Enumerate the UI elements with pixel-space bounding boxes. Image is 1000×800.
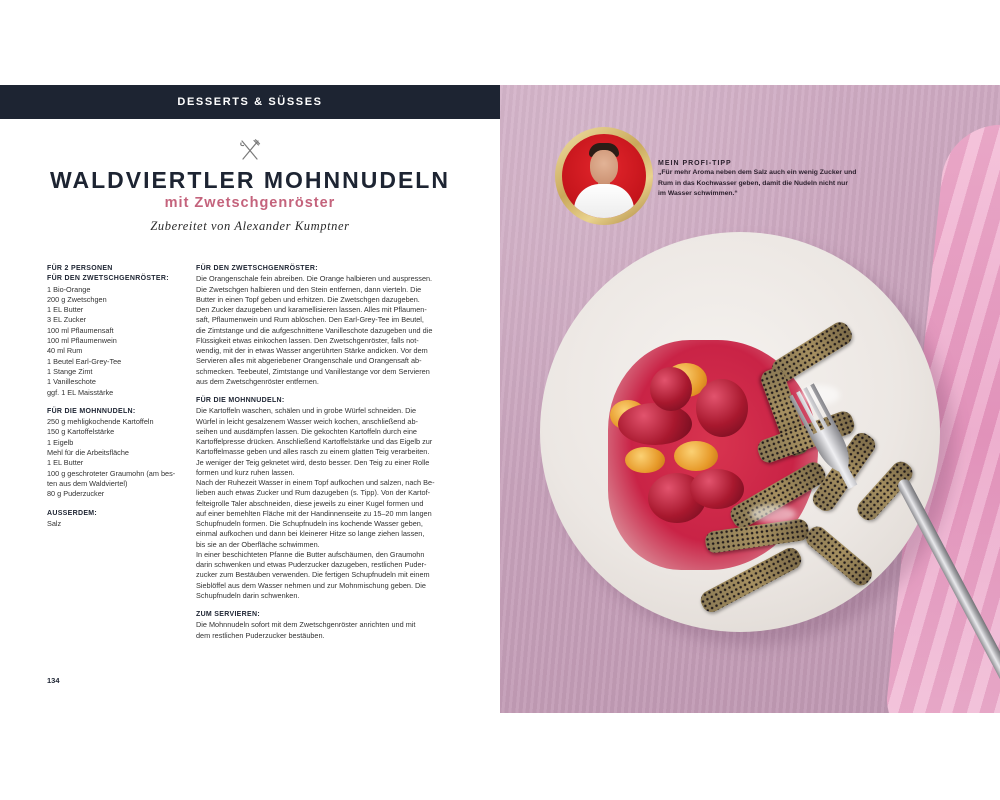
- fruit-piece: [625, 447, 665, 473]
- method-text-line: Die Orangenschale fein abreiben. Die Orange halbieren und auspressen.: [196, 274, 433, 284]
- method-text-line: einmal aufkochen und dann bei kleinerer Hitze so lange ziehen lassen,: [196, 529, 425, 539]
- method-text-line: Nach der Ruhezeit Wasser in einem Topf aufkochen und salzen, nach Be-: [196, 478, 435, 487]
- recipe-subtitle: mit Zwetschgenröster: [164, 195, 336, 211]
- method-text-line: wendig, mit der in etwas Wasser angerührten Stärke andicken. Vor dem: [196, 346, 428, 355]
- ingredient-item: 1 Vanilleschote: [47, 377, 96, 387]
- method-text-line: Servieren alles mit abgeriebener Orangenschale und Orangensaft ab-: [196, 356, 422, 366]
- ingredient-item: 80 g Puderzucker: [47, 489, 105, 499]
- method-section: [196, 610, 454, 641]
- ingredient-group: [47, 407, 187, 500]
- fruit-piece: [690, 469, 744, 509]
- method-text-line: schmecken. Teebeutel, Zimtstange und Vanillestange vor dem Servieren: [196, 366, 430, 376]
- ingredient-item: 100 g geschroteter Graumohn (am bes-: [47, 468, 176, 478]
- pro-tip-line: im Wasser schwimmen.“: [658, 190, 738, 198]
- method-text-line: Die Zwetschgen halbieren und den Stein entfernen, dann vierteln. Die: [196, 284, 422, 294]
- method-text-line: saft, Pflaumenwein und Rum ablöschen. Den Earl-Grey-Tee im Beutel,: [196, 315, 424, 325]
- ingredient-item: 40 ml Rum: [47, 346, 83, 356]
- ingredients-column: [47, 264, 187, 529]
- method-text-line: Die Mohnnudeln sofort mit dem Zwetschgenröster anrichten und mit: [196, 620, 416, 630]
- powdered-sugar: [750, 505, 796, 523]
- recipe-title: WALDVIERTLER MOHNNUDELN: [50, 167, 450, 193]
- dish-photo: [500, 85, 1000, 713]
- method-text-line: lieben auch etwas Zucker und Rum dazugeben (s. Tipp). Von der Kartof-: [196, 488, 431, 498]
- method-text-line: Kartoffelpresse drücken. Anschließend Kartoffelstärke und das Eigelb zur: [196, 437, 433, 446]
- ingredient-list: [47, 417, 187, 499]
- method-text-line: Je weniger der Teig geknetet wird, desto besser. Den Teig zu einer Rolle: [196, 457, 430, 467]
- servings-block: [47, 264, 187, 274]
- ingredient-groups: [47, 274, 187, 529]
- method-text-line: Schupfnudeln formen. Die Schupfnudeln ins kochende Wasser geben,: [196, 519, 423, 528]
- ingredient-item: 150 g Kartoffelstärke: [47, 427, 115, 437]
- ingredient-group-heading: FÜR DEN ZWETSCHGENRÖSTER:: [47, 275, 169, 283]
- method-text-line: darin schwenken und etwas Puderzucker dazugeben, restlichen Puder-: [196, 560, 427, 569]
- method-text-line: dem restlichen Puderzucker bestäuben.: [196, 630, 325, 640]
- ingredient-item: 200 g Zwetschgen: [47, 294, 107, 304]
- method-text-line: bis sie an der Oberfläche schwimmen.: [196, 539, 320, 549]
- ingredient-item: ten aus dem Waldviertel): [47, 478, 128, 488]
- method-text-line: seihen und ausdämpfen lassen. Die gekochten Kartoffeln durch eine: [196, 426, 417, 436]
- ingredient-item: 1 EL Butter: [47, 305, 84, 315]
- recipe-author: Zubereitet von Alexander Kumptner: [150, 219, 350, 233]
- method-text-line: Butter in einen Topf geben und erhitzen. Die Zwetschgen dazugeben.: [196, 294, 420, 304]
- method-column: [196, 264, 454, 641]
- pro-tip-line: Rum in das Kochwasser geben, damit die Nudeln nicht nur: [658, 179, 848, 187]
- ingredient-item: 1 EL Butter: [47, 458, 84, 468]
- servings-label: FÜR 2 PERSONEN: [47, 265, 113, 272]
- ingredient-group: [47, 509, 187, 530]
- ingredient-item: ggf. 1 EL Maisstärke: [47, 387, 114, 397]
- method-text-line: formen und kurz ruhen lassen.: [196, 467, 295, 477]
- method-text-line: Schupfnudeln darin schwenken.: [196, 590, 300, 600]
- fruit-piece: [650, 367, 692, 411]
- fork-knife-icon: [238, 139, 262, 161]
- ingredient-item: Mehl für die Arbeitsfläche: [47, 448, 129, 458]
- method-text-line: Die Kartoffeln waschen, schälen und in grobe Würfel schneiden. Die: [196, 406, 417, 416]
- method-text-line: Flüssigkeit etwas einkochen lassen. Den Zwetschgenröster, falls not-: [196, 335, 419, 345]
- method-text-line: In einer beschichteten Pfanne die Butter aufschäumen, den Graumohn: [196, 549, 425, 559]
- fruit-piece: [674, 441, 718, 471]
- ingredient-list: [47, 285, 187, 398]
- method-section: [196, 396, 454, 601]
- ingredient-item: 1 Eigelb: [47, 437, 74, 447]
- method-text-line: aus dem Zwetschgenröster entfernen.: [196, 376, 319, 386]
- ingredient-group-heading: AUSSERDEM:: [47, 509, 98, 517]
- section-title: DESSERTS & SÜSSES: [177, 96, 323, 108]
- fruit-piece: [618, 403, 692, 445]
- method-text-line: Den Zucker dazugeben und karamellisieren lassen. Alles mit Pflaumen-: [196, 305, 427, 314]
- method-heading: FÜR DIE MOHNNUDELN:: [196, 397, 285, 404]
- ingredient-item: 100 ml Pflaumensaft: [47, 325, 114, 335]
- ingredient-item: 250 g mehligkochende Kartoffeln: [47, 417, 154, 427]
- ingredient-item: Salz: [47, 518, 62, 528]
- pro-tip: [658, 160, 883, 200]
- chef-avatar: [555, 127, 653, 225]
- ingredient-item: 100 ml Pflaumenwein: [47, 336, 117, 346]
- method-text-line: Kartoffelmasse geben und alles rasch zu einem glatten Teig verarbeiten.: [196, 447, 430, 457]
- ingredient-item: 3 EL Zucker: [47, 315, 87, 325]
- ingredient-item: 1 Bio-Orange: [47, 284, 91, 294]
- chef-face: [590, 150, 618, 184]
- ingredient-item: 1 Beutel Earl-Grey-Tee: [47, 356, 122, 366]
- pro-tip-line: „Für mehr Aroma neben dem Salz auch ein wenig Zucker und: [658, 169, 857, 176]
- chef-jacket: [574, 184, 634, 218]
- ingredient-list: [47, 519, 187, 529]
- method-text-line: die Zimtstange und die aufgeschnittene Vanilleschote dazugeben und die: [196, 325, 433, 335]
- method-text-line: felteigrolle Taler abschneiden, diese jeweils zu einer Kugel formen und: [196, 498, 424, 508]
- method-text-line: Sieblöffel aus dem Wasser nehmen und zur Mohnmischung geben. Die: [196, 580, 426, 590]
- ingredient-group: [47, 274, 187, 398]
- chef-portrait: [562, 134, 646, 218]
- page-number: 134: [47, 676, 60, 685]
- method-text-line: zucker zum Bestäuben verwenden. Die fertigen Schupfnudeln mit einem: [196, 570, 430, 580]
- pro-tip-text: [658, 168, 883, 200]
- method-section: [196, 264, 454, 387]
- pro-tip-heading: MEIN PROFI-TIPP: [658, 160, 732, 167]
- method-text-line: auf einer bemehlten Fläche mit der Handinnenseite zu 15–20 mm langen: [196, 508, 432, 518]
- ingredient-item: 1 Stange Zimt: [47, 366, 93, 376]
- method-text-line: Würfel in leicht gesalzenem Wasser weich kochen, anschließend ab-: [196, 416, 418, 426]
- method-heading: FÜR DEN ZWETSCHGENRÖSTER:: [196, 265, 318, 272]
- section-header-bar: [0, 85, 500, 119]
- ingredient-group-heading: FÜR DIE MOHNNUDELN:: [47, 407, 136, 415]
- method-heading: ZUM SERVIEREN:: [196, 611, 260, 618]
- fruit-piece: [696, 379, 748, 437]
